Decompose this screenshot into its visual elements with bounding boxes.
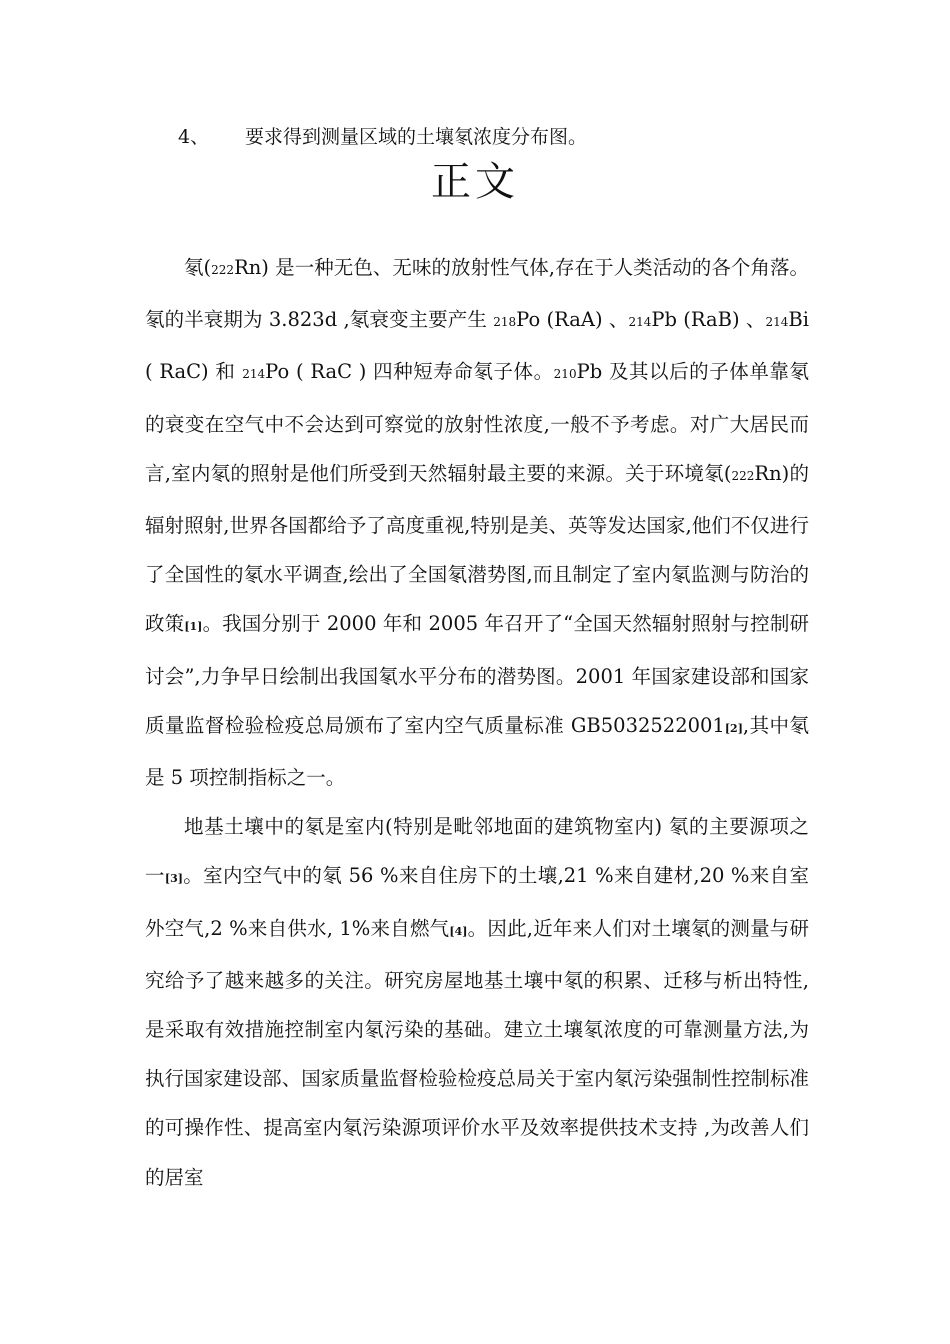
text-run: Bi ( RaC) 和 (145, 308, 809, 384)
text-run: Pb (RaB) 、 (651, 308, 766, 332)
list-item-text: 要求得到测量区域的土壤氡浓度分布图。 (245, 126, 588, 148)
section-heading: 正文 (431, 159, 519, 205)
list-item-number: 4、 (178, 126, 210, 148)
isotope-mass-number: 222 (211, 263, 235, 277)
isotope-mass-number: 214 (242, 367, 266, 382)
text-run: 氡( (184, 256, 212, 279)
text-run: 。室内空气中的氡 56 %来自住房下的土壤,21 %来自建材,20 %来自室外空气,2 %来自供水, 1%来自燃气 (145, 864, 809, 940)
isotope-mass-number: 210 (553, 367, 577, 382)
citation-ref: [4] (449, 924, 468, 938)
paragraph-radon-intro (145, 243, 809, 802)
isotope-mass-number: 214 (628, 315, 652, 330)
text-run: Po ( RaC ) 四种短寿命氡子体。 (265, 360, 554, 384)
text-run: 。因此,近年来人们对土壤氡的测量与研究给予了越来越多的关注。研究房屋地基土壤中氡的积累、迁移与析出特性,是采取有效措施控制室内氡污染的基础。建立土壤氡浓度的可靠测量方法,为执行国家建设部、国家质量监督检验检疫总局关于室内氡污染强制性控制标准的可操作性、提高室内氡污染源项评价水平及效率提供技术支持 ,为改善人们的居室 (145, 916, 809, 1189)
text-run: Rn) 是一种无色、无味的放射性气体,存在于人类活动的各个角落。氡的半衰期为 3.823d ,氡衰变主要产生 (145, 256, 810, 332)
text-run: 地基土壤中的氡是室内(特别是毗邻地面的建筑物室内) 氡的主要源项之一 (145, 815, 809, 888)
citation-ref: [2] (724, 721, 743, 735)
citation-ref: [1] (184, 620, 203, 634)
text-run: Po (RaA) 、 (516, 308, 629, 332)
text-run: ,其中氡是 5 项控制指标之一。 (145, 713, 810, 790)
isotope-mass-number: 218 (493, 315, 517, 330)
paragraph-soil-radon (145, 802, 809, 1202)
text-run: Rn)的辐射照射,世界各国都给予了高度重视,特别是美、英等发达国家,他们不仅进行了全国性的氡水平调查,绘出了全国氡潜势图,而且制定了室内氡监测与防治的政策 (145, 461, 809, 636)
list-item-4 (178, 122, 587, 152)
isotope-mass-number: 222 (731, 468, 755, 483)
text-run: Pb 及其以后的子体单靠氡的衰变在空气中不会达到可察觉的放射性浓度,一般不予考虑。对广大居民而言,室内氡的照射是他们所受到天然辐射最主要的来源。关于环境氡( (145, 360, 809, 485)
citation-ref: [3] (164, 872, 183, 886)
isotope-mass-number: 214 (765, 315, 789, 330)
body-text (145, 243, 809, 1202)
text-run: 。我国分别于 2000 年和 2005 年召开了“全国天然辐射照射与控制研讨会”,力争早日绘制出我国氡水平分布的潜势图。2001 年国家建设部和国家质量监督检验检疫总局颁布了室内空气质量标准 GB5032522001 (145, 612, 809, 737)
